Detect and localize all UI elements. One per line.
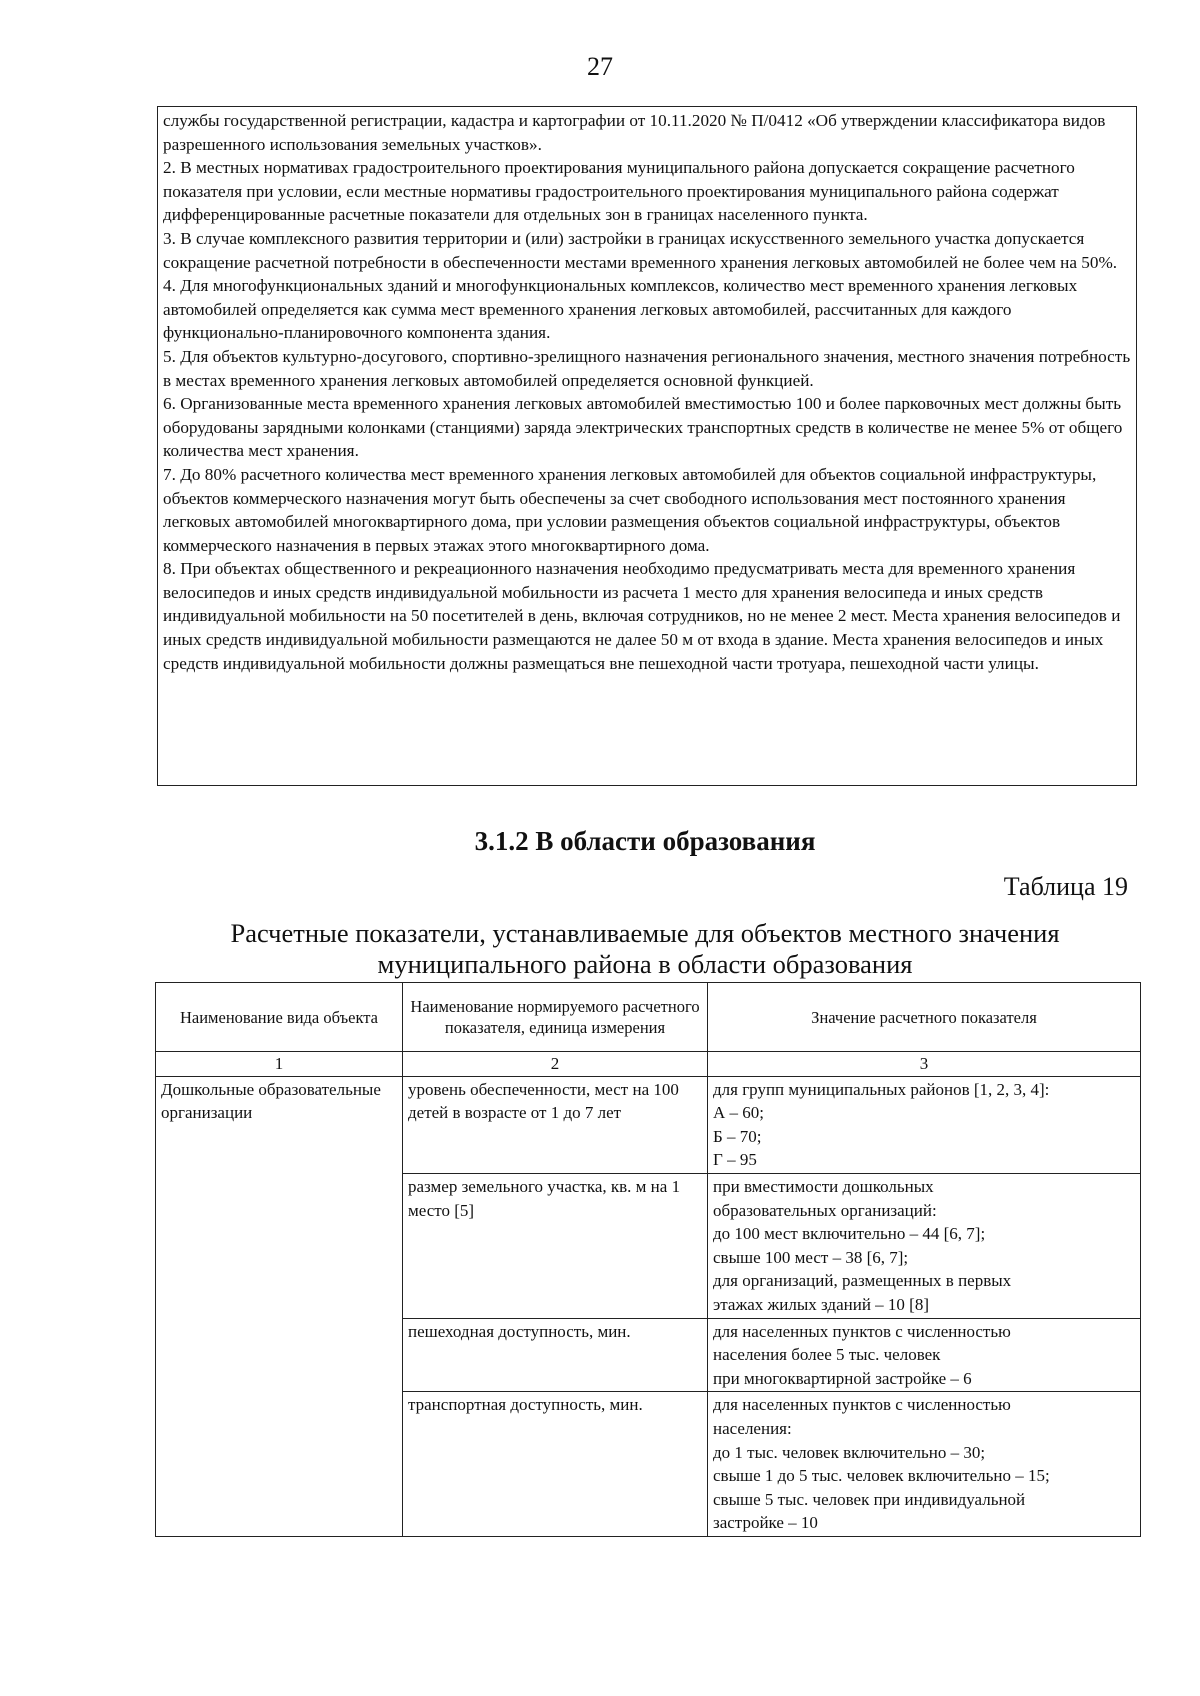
value-cell (708, 1076, 1141, 1173)
note-paragraph: 3. В случае комплексного развития территории и (или) застройки в границах искусственного земельного участка допускается сокращение расчетной потребности в обеспеченности местами временного хранения легковых автомобилей не более чем на 50%. (163, 228, 1118, 272)
value-line: образовательных организаций: (713, 1200, 937, 1220)
table-row (156, 1076, 1141, 1173)
education-norms-table (155, 982, 1141, 1537)
note-paragraph: 2. В местных нормативах градостроительного проектирования муниципального района допускается сокращение расчетного показателя при условии, если местные нормативы градостроительного проектирования муниципального района содержат дифференцированные расчетные показатели для отдельных зон в границах населенного пункта. (163, 158, 1075, 225)
value-line: до 1 тыс. человек включительно – 30; (713, 1442, 986, 1462)
value-line: для населенных пунктов с численностью (713, 1395, 1011, 1415)
note-paragraph: 7. До 80% расчетного количества мест временного хранения легковых автомобилей для объектов социальной инфраструктуры, объектов коммерческого назначения могут быть обеспечены за счет свободного использования мест постоянного хранения легковых автомобилей многоквартирного дома, при условии размещения объектов социальной инфраструктуры, объектов коммерческого назначения в первых этажах этого многоквартирного дома. (163, 464, 1097, 555)
indicator-cell: уровень обеспеченности, мест на 100 детей в возрасте от 1 до 7 лет (403, 1076, 708, 1173)
value-line: для населенных пунктов с численностью (713, 1321, 1011, 1341)
indicator-cell: пешеходная доступность, мин. (403, 1318, 708, 1392)
value-cell (708, 1318, 1141, 1392)
note-paragraph: 8. При объектах общественного и рекреационного назначения необходимо предусматривать места для временного хранения велосипедов и иных средств индивидуальной мобильности из расчета 1 место для хранения велосипеда и иных средств индивидуальной мобильности на 50 посетителей в день, включая сотрудников, но не менее 2 мест. Места хранения велосипедов и иных средств индивидуальной мобильности размещаются не далее 50 м от входа в здание. Места хранения велосипедов и иных средств индивидуальной мобильности должны размещаться вне пешеходной части тротуара, пешеходной части улицы. (163, 559, 1121, 673)
value-line: свыше 1 до 5 тыс. человек включительно – 15; (713, 1466, 1050, 1486)
section-heading: 3.1.2 В области образования (474, 826, 816, 856)
indicator-cell: размер земельного участка, кв. м на 1 место [5] (403, 1173, 708, 1318)
value-line: населения более 5 тыс. человек (713, 1345, 941, 1365)
column-number: 2 (403, 1052, 708, 1077)
table-notes (157, 106, 1137, 786)
value-line: этажах жилых зданий – 10 [8] (713, 1294, 929, 1314)
header-object-name: Наименование вида объекта (156, 983, 403, 1052)
value-line: свыше 100 мест – 38 [6, 7]; (713, 1247, 909, 1267)
table-header-row (156, 983, 1141, 1052)
value-line: при многоквартирной застройке – 6 (713, 1368, 972, 1388)
page-number: 27 (587, 52, 613, 81)
value-line: до 100 мест включительно – 44 [6, 7]; (713, 1224, 986, 1244)
column-number-row (156, 1052, 1141, 1077)
table-title: Расчетные показатели, устанавливаемые для объектов местного значения муниципального района в области образования (230, 918, 1060, 979)
value-cell (708, 1392, 1141, 1537)
value-line: свыше 5 тыс. человек при индивидуальной (713, 1489, 1026, 1509)
value-line: застройке – 10 (713, 1513, 818, 1533)
note-paragraph: 5. Для объектов культурно-досугового, спортивно-зрелищного назначения регионального значения, местного значения потребность в местах временного хранения легковых автомобилей определяется основной функцией. (163, 346, 1131, 390)
note-paragraph: 4. Для многофункциональных зданий и многофункциональных комплексов, количество мест временного хранения легковых автомобилей определяется как сумма мест временного хранения легковых автомобилей, рассчитанных для каждого функционально-планировочного компонента здания. (163, 276, 1078, 343)
value-cell (708, 1173, 1141, 1318)
header-indicator-name: Наименование нормируемого расчетного показателя, единица измерения (403, 983, 708, 1052)
header-indicator-value: Значение расчетного показателя (708, 983, 1141, 1052)
value-line: для групп муниципальных районов [1, 2, 3, 4]: (713, 1079, 1050, 1099)
object-name-cell: Дошкольные образовательные организации (156, 1076, 403, 1536)
table-label: Таблица 19 (1003, 872, 1128, 901)
value-line: для организаций, размещенных в первых (713, 1271, 1012, 1291)
note-paragraph: службы государственной регистрации, кадастра и картографии от 10.11.2020 № П/0412 «Об утверждении классификатора видов разрешенного использования земельных участков». (163, 111, 1106, 154)
value-line: А – 60; (713, 1103, 764, 1123)
value-line: при вместимости дошкольных (713, 1176, 934, 1196)
indicator-cell: транспортная доступность, мин. (403, 1392, 708, 1537)
value-line: населения: (713, 1418, 792, 1438)
value-line: Б – 70; (713, 1126, 762, 1146)
note-paragraph: 6. Организованные места временного хранения легковых автомобилей вместимостью 100 и более парковочных мест должны быть оборудованы зарядными колонками (станциями) заряда электрических транспортных средств в количестве не менее 5% от общего количества мест хранения. (163, 394, 1123, 461)
column-number: 1 (156, 1052, 403, 1077)
column-number: 3 (708, 1052, 1141, 1077)
value-line: Г – 95 (713, 1150, 757, 1170)
